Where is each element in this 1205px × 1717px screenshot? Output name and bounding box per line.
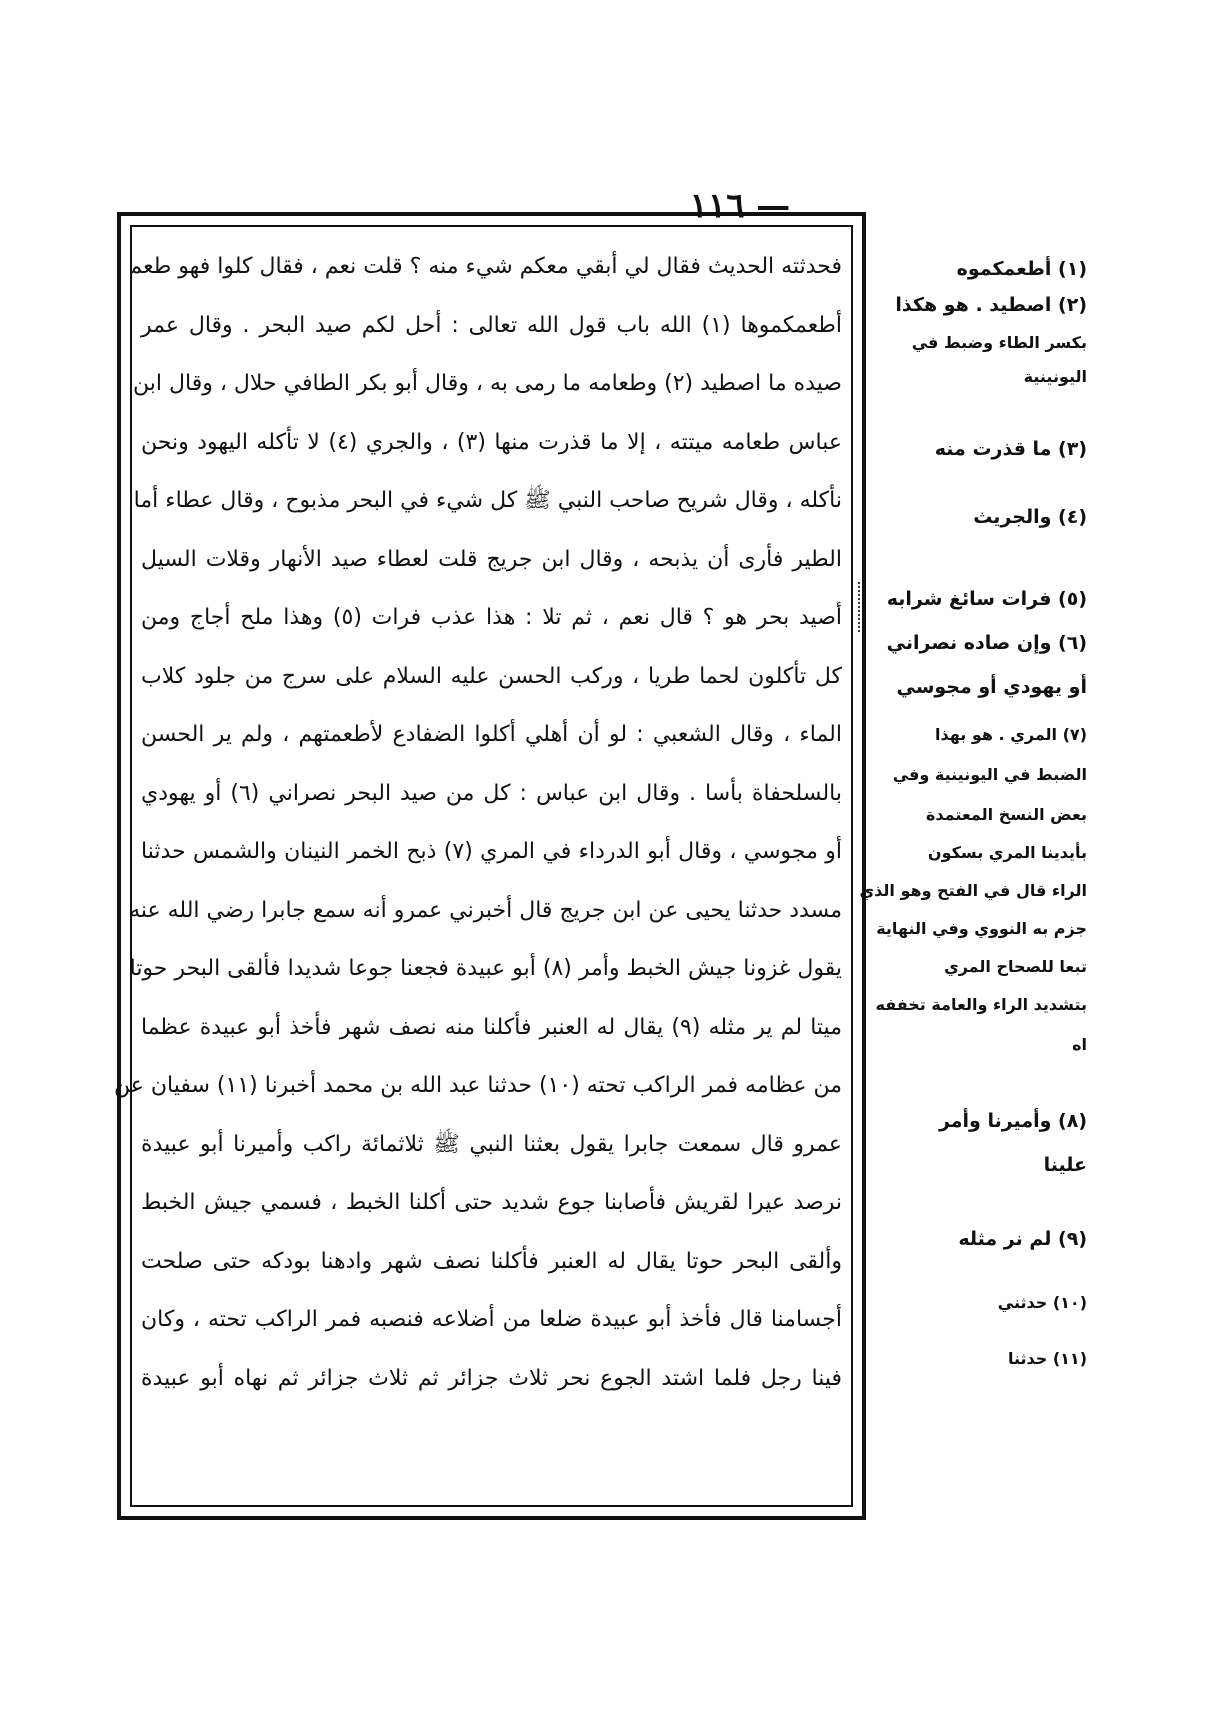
main-text-line: عمرو قال سمعت جابرا يقول بعثنا النبي ﷺ ثلاثمائة راكب وأميرنا أبو عبيدة — [141, 1131, 842, 1157]
margin-note: اه — [1072, 1035, 1087, 1054]
margin-note: بتشديد الراء والعامة تخففه — [875, 995, 1087, 1014]
main-text-line: فينا رجل فلما اشتد الجوع نحر ثلاث جزائر ثم ثلاث جزائر ثم نهاه أبو عبيدة — [141, 1365, 842, 1391]
margin-note: (٥) فرات سائغ شرابه — [886, 588, 1087, 610]
main-text-line: ميتا لم ير مثله (٩) يقال له العنبر فأكلنا منه نصف شهر فأخذ أبو عبيدة عظما — [141, 1014, 842, 1040]
margin-note: تبعا للصحاح المري — [944, 957, 1087, 976]
text-frame — [114, 212, 866, 1520]
main-text-line: عباس طعامه ميتته ، إلا ما قذرت منها (٣) ، والجري (٤) لا تأكله اليهود ونحن — [141, 429, 843, 455]
margin-note: الراء قال في الفتح وهو الذي — [859, 881, 1087, 900]
margin-note: بأيدينا المري بسكون — [927, 843, 1087, 862]
main-text-line: نرصد عيرا لقريش فأصابنا جوع شديد حتى أكلنا الخبط ، فسمي جيش الخبط — [141, 1190, 842, 1215]
main-text-line: فحدثته الحديث فقال لي أبقي معكم شيء منه ؟ قلت نعم ، فقال كلوا فهو طعم — [128, 254, 842, 279]
main-text-line: يقول غزونا جيش الخبط وأمر (٨) أبو عبيدة فجعنا جوعا شديدا فألقى البحر حوتا — [129, 956, 842, 981]
margin-note: اليونينية — [1023, 367, 1087, 386]
main-text-line: وألقى البحر حوتا يقال له العنبر فأكلنا نصف شهر وادهنا بودكه حتى صلحت — [141, 1248, 842, 1274]
margin-note: علينا — [1043, 1154, 1087, 1176]
margin-note: (١) أطعمكموه — [956, 258, 1087, 280]
margin-note: أو يهودي أو مجوسي — [896, 676, 1087, 698]
main-text-line: أو مجوسي ، وقال أبو الدرداء في المري (٧) ذبح الخمر النينان والشمس حدثنا — [141, 839, 842, 864]
main-text-block — [114, 238, 843, 1496]
margin-note: (٨) وأميرنا وأمر — [938, 1110, 1087, 1132]
page-number: — ١١٦ — [689, 186, 791, 226]
main-text-line: بالسلحفاة بأسا . وقال ابن عباس : كل من صيد البحر نصراني (٦) أو يهودي — [141, 780, 842, 806]
margin-note: جزم به النووي وفي النهاية — [876, 919, 1087, 938]
margin-note: الضبط في اليونينية وفي — [892, 765, 1087, 784]
main-text-line: من عظامه فمر الراكب تحته (١٠) حدثنا عبد الله بن محمد أخبرنا (١١) سفيان عن — [114, 1073, 842, 1098]
main-text-line: الماء ، وقال الشعبي : لو أن أهلي أكلوا الضفادع لأطعمتهم ، ولم ير الحسن — [141, 722, 842, 747]
main-text-line: الطير فأرى أن يذبحه ، وقال ابن جريج قلت لعطاء صيد الأنهار وقلات السيل — [141, 546, 842, 572]
main-text-line: مسدد حدثنا يحيى عن ابن جريج قال أخبرني عمرو أنه سمع جابرا رضي الله عنه — [129, 897, 842, 923]
margin-note: بعض النسخ المعتمدة — [925, 805, 1087, 824]
margin-note: (٤) والجريث — [973, 506, 1087, 528]
main-text-line: أطعمكموها (١) الله باب قول الله تعالى : أحل لكم صيد البحر . وقال عمر — [141, 312, 842, 338]
main-text-line: كل تأكلون لحما طريا ، وركب الحسن عليه السلام على سرج من جلود كلاب — [141, 663, 842, 689]
margin-note: (١٠) حدثني — [997, 1293, 1087, 1312]
margin-note: (١١) حدثنا — [1007, 1349, 1087, 1368]
main-text-line: صيده ما اصطيد (٢) وطعامه ما رمى به ، وقال أبو بكر الطافي حلال ، وقال ابن — [133, 371, 842, 396]
margin-note: (٢) اصطيد . هو هكذا — [895, 294, 1087, 316]
margin-note: (٩) لم نر مثله — [958, 1228, 1087, 1250]
main-text-line: أجسامنا قال فأخذ أبو عبيدة ضلعا من أضلاعه فنصبه فمر الراكب تحته ، وكان — [141, 1307, 842, 1332]
main-text-line: أصيد بحر هو ؟ قال نعم ، ثم تلا : هذا عذب فرات (٥) وهذا ملح أجاج ومن — [141, 605, 842, 630]
margin-divider-dots — [858, 582, 870, 632]
margin-note: (٧) المري . هو بهذا — [934, 725, 1087, 744]
margin-note: بكسر الطاء وضبط في — [911, 333, 1087, 352]
margin-note: (٦) وإن صاده نصراني — [886, 632, 1087, 654]
main-text-line: نأكله ، وقال شريح صاحب النبي ﷺ كل شيء في البحر مذبوح ، وقال عطاء أما — [133, 488, 842, 513]
margin-note: (٣) ما قذرت منه — [934, 438, 1087, 460]
margin-notes — [859, 252, 1087, 1522]
